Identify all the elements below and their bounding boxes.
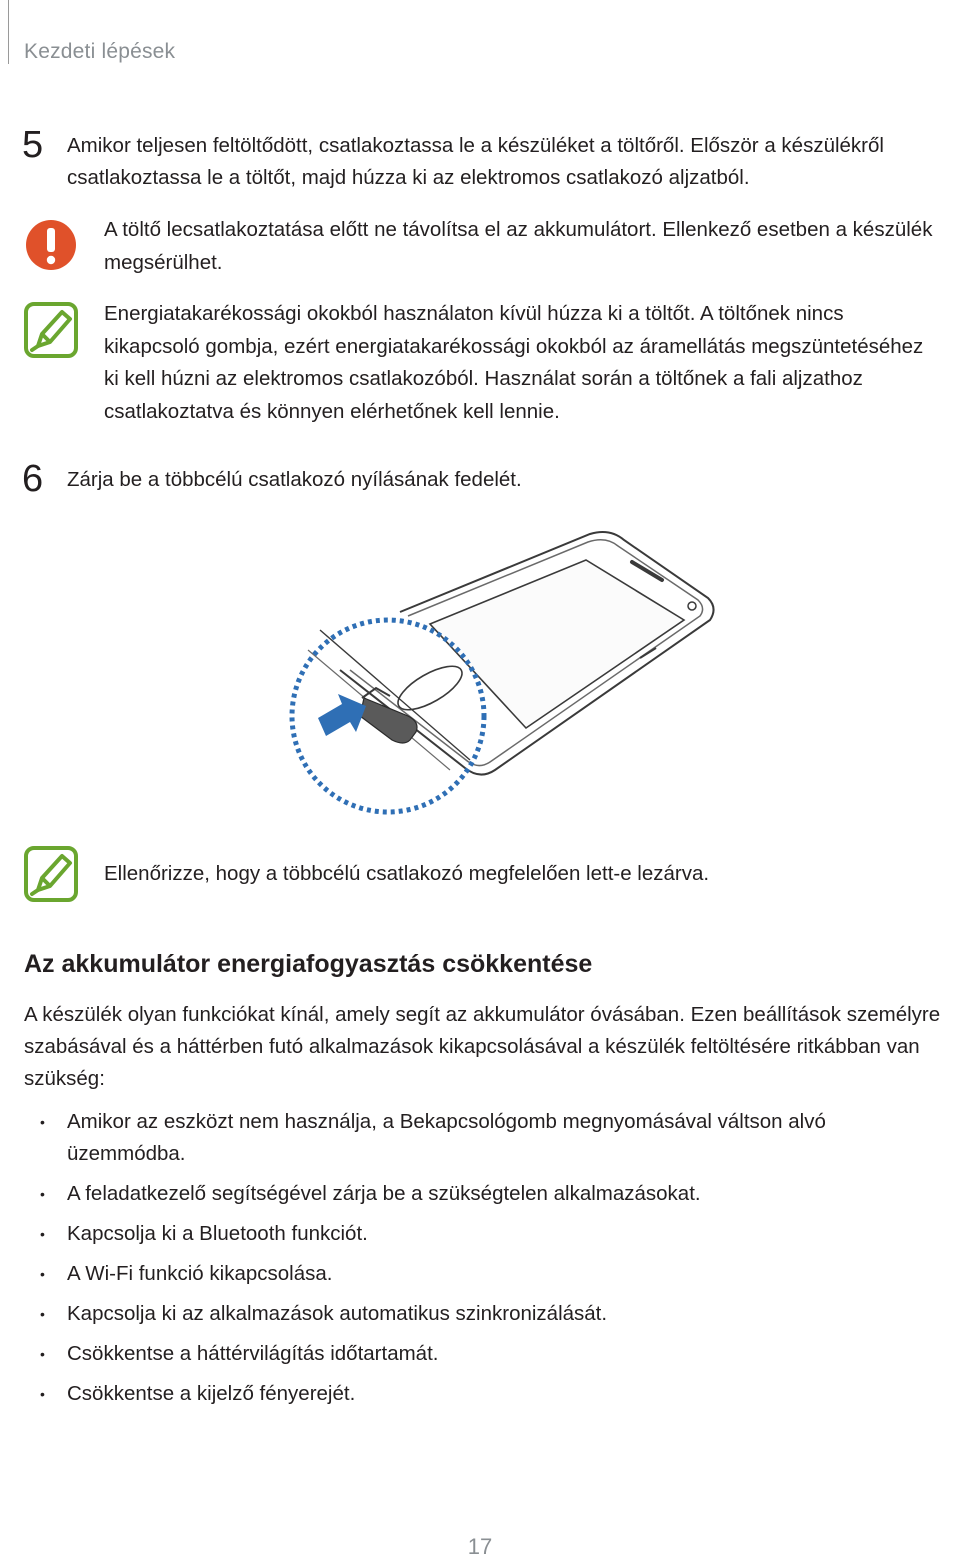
warning-line-1: A töltő lecsatlakoztatása előtt ne távolítsa el az akkumulátort. Ellenkező esetben a készülék — [104, 218, 933, 241]
list-item — [24, 1258, 924, 1290]
list-item-text: A feladatkezelő segítségével zárja be a szükségtelen alkalmazásokat. — [67, 1182, 701, 1205]
section-title: Az akkumulátor energiafogyasztás csökkentése — [24, 950, 593, 978]
step-number-5: 5 — [22, 124, 44, 166]
warning-text — [104, 214, 960, 279]
step-5-text — [67, 130, 947, 194]
bullet-glyph: • — [40, 1386, 45, 1402]
list-item — [24, 1338, 924, 1370]
list-item-text: Csökkentse a kijelző fényerejét. — [67, 1382, 356, 1405]
bullet-glyph: • — [40, 1306, 45, 1322]
step-number-6: 6 — [22, 458, 44, 500]
note-2-text: Ellenőrizze, hogy a többcélú csatlakozó megfelelően lett-e lezárva. — [104, 862, 710, 885]
note-pencil-icon — [24, 846, 78, 902]
section-intro-line-3: szükség: — [24, 1067, 105, 1090]
section-intro-line-1: A készülék olyan funkciókat kínál, amely segít az akkumulátor óvásában. Ezen beállítások személyre — [24, 1003, 941, 1026]
bullet-glyph: • — [40, 1266, 45, 1282]
section-intro — [24, 999, 960, 1095]
warning-icon — [24, 218, 78, 272]
note-1-line-2: kikapcsoló gombja, ezért energiatakarékossági okokból az áramellátás megszüntetéséhez — [104, 334, 924, 358]
list-item — [24, 1298, 924, 1330]
section-intro-line-2: szabásával és a háttérben futó alkalmazások kikapcsolásával a készülék feltöltésére ritkábban van — [24, 1035, 920, 1058]
list-item — [24, 1378, 924, 1410]
list-item-text: Csökkentse a háttérvilágítás időtartamát. — [67, 1342, 439, 1365]
list-item-text: Kapcsolja ki az alkalmazások automatikus szinkronizálását. — [67, 1302, 608, 1325]
list-item-line-2: üzemmódba. — [67, 1142, 186, 1165]
note-pencil-icon — [24, 302, 78, 358]
list-item — [24, 1218, 924, 1250]
list-item-line-1: Amikor az eszközt nem használja, a Bekapcsológomb megnyomásával váltson alvó — [67, 1110, 826, 1133]
warning-line-2: megsérülhet. — [104, 250, 223, 274]
bullet-glyph: • — [40, 1226, 45, 1242]
note-1-line-4: csatlakoztatva és könnyen elérhetőnek kell lennie. — [104, 399, 560, 423]
page-number: 17 — [467, 1534, 493, 1559]
step-5-line-2: csatlakoztassa le a töltőt, majd húzza ki az elektromos csatlakozó aljzatból. — [67, 166, 750, 189]
bullet-glyph: • — [40, 1114, 45, 1130]
tips-list — [24, 1106, 924, 1418]
note-1-line-3: ki kell húzni az elektromos csatlakozóból. Használat során a töltőnek a fali aljzathoz — [104, 367, 863, 390]
step-6-text: Zárja be a többcélú csatlakozó nyílásának fedelét. — [67, 468, 522, 491]
phone-closing-port-cover-illustration — [280, 520, 730, 820]
list-item — [24, 1178, 924, 1210]
list-item-text: Kapcsolja ki a Bluetooth funkciót. — [67, 1222, 368, 1245]
note-1-text — [104, 298, 960, 428]
header-rule — [8, 0, 9, 64]
step-5-line-1: Amikor teljesen feltöltődött, csatlakoztassa le a készüléket a töltőről. Először a készülékről — [67, 134, 884, 157]
list-item-text: A Wi-Fi funkció kikapcsolása. — [67, 1262, 333, 1285]
page-header-title: Kezdeti lépések — [24, 40, 176, 63]
bullet-glyph: • — [40, 1186, 45, 1202]
bullet-glyph: • — [40, 1346, 45, 1362]
list-item — [24, 1106, 924, 1170]
note-1-line-1: Energiatakarékossági okokból használaton kívül húzza ki a töltőt. A töltőnek nincs — [104, 302, 844, 325]
